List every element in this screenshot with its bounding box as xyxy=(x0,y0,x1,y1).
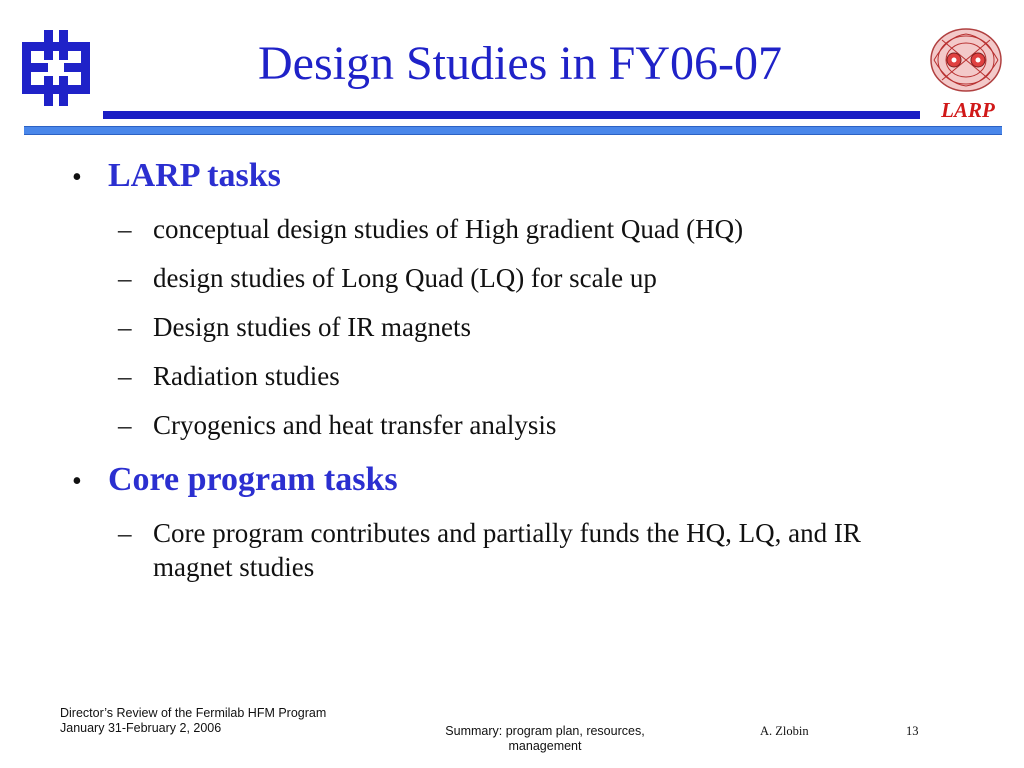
larp-logo-label: LARP xyxy=(941,98,995,122)
larp-logo-icon xyxy=(928,26,1004,94)
list-item: – Radiation studies xyxy=(118,361,340,391)
list-item: – Cryogenics and heat transfer analysis xyxy=(118,410,557,440)
section-heading-larp: • LARP tasks xyxy=(72,156,281,198)
bullet-icon: • xyxy=(72,162,82,193)
page-number: 13 xyxy=(906,724,919,738)
footer-author: A. Zlobin xyxy=(760,724,809,738)
title-divider-light xyxy=(24,126,1002,135)
bullet-icon: • xyxy=(72,466,82,497)
fermilab-logo-icon xyxy=(22,30,90,106)
list-item: – Core program contributes and partially funds the HQ, LQ, and IR magnet studies xyxy=(118,518,861,582)
section-heading-core: • Core program tasks xyxy=(72,460,398,502)
footer-event: Director’s Review of the Fermilab HFM Program January 31-February 2, 2006 xyxy=(60,706,327,735)
footer-topic: Summary: program plan, resources, management xyxy=(445,724,645,753)
title-divider-dark xyxy=(103,111,920,119)
page-title: Design Studies in FY06-07 xyxy=(257,37,782,90)
list-item: – design studies of Long Quad (LQ) for scale up xyxy=(118,263,657,293)
list-item: – conceptual design studies of High gradient Quad (HQ) xyxy=(118,214,744,244)
list-item: – Design studies of IR magnets xyxy=(118,312,471,342)
